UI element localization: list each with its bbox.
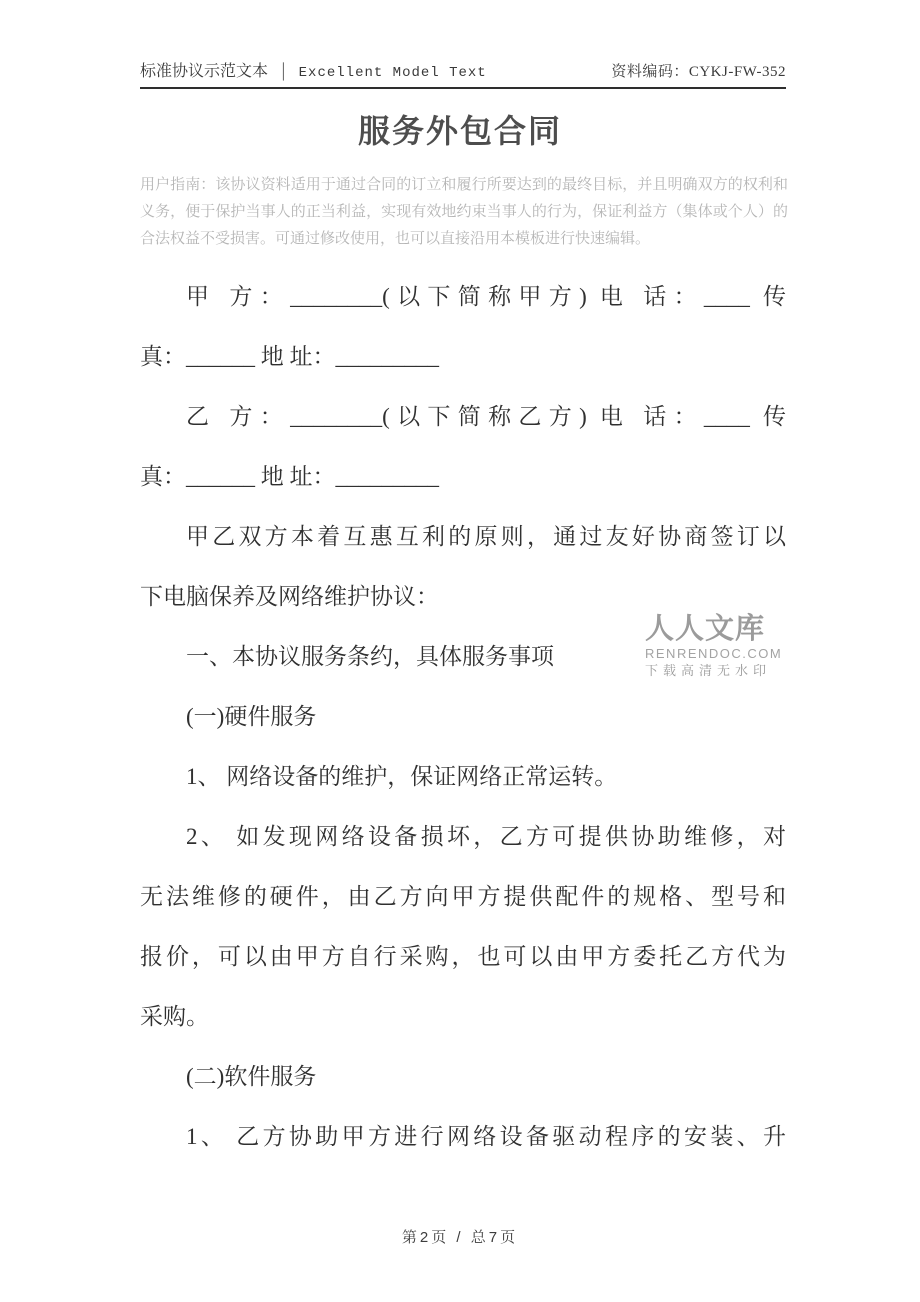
body-line-hw-item-2c: 报价，可以由甲方自行采购，也可以由甲方委托乙方代为 <box>140 944 786 969</box>
body-line-preamble-1: 甲乙双方本着互惠互利的原则，通过友好协商签订以 <box>186 524 786 549</box>
body-line-hw-item-2a: 2、 如发现网络设备损坏，乙方可提供协助维修，对 <box>186 824 786 849</box>
doc-type-en-label: Excellent Model Text <box>298 65 487 81</box>
body-line-preamble-2: 下电脑保养及网络维护协议： <box>140 584 439 609</box>
watermark-brand-logo: 人人文库 <box>645 613 766 645</box>
body-line-section-1: 一、本协议服务条约，具体服务事项 <box>186 644 554 669</box>
body-line-software-hd: (二)软件服务 <box>186 1064 317 1089</box>
header-separator: │ <box>278 64 289 80</box>
body-line-party-b-2: 真：______ 地 址：_________ <box>140 464 439 489</box>
contract-body <box>140 267 786 1167</box>
body-line-hw-item-2d: 采购。 <box>140 1004 209 1029</box>
header-doc-type <box>140 58 487 81</box>
doc-type-zh-label: 标准协议示范文本 <box>140 63 269 80</box>
body-line-hw-item-2b: 无法维修的硬件，由乙方向甲方提供配件的规格、型号和 <box>140 884 786 909</box>
body-line-hardware-hd: (一)硬件服务 <box>186 704 317 729</box>
body-line-party-a-2: 真：______ 地 址：_________ <box>140 344 439 369</box>
body-line-sw-item-1: 1、 乙方协助甲方进行网络设备驱动程序的安装、升 <box>186 1124 786 1149</box>
document-title: 服务外包合同 <box>357 113 562 149</box>
body-line-party-a: 甲 方：________(以下简称甲方) 电 话：____ 传 <box>186 284 786 309</box>
doc-code-label: 资料编码：CYKJ-FW-352 <box>611 64 786 80</box>
watermark-tagline: 下载高清无水印 <box>645 663 772 678</box>
page-header <box>140 58 786 89</box>
body-line-hw-item-1: 1、 网络设备的维护，保证网络正常运转。 <box>186 764 618 789</box>
user-guide-paragraph: 用户指南：该协议资料适用于通过合同的订立和履行所要达到的最终目标，并且明确双方的权利和义务，便于保护当事人的正当利益，实现有效地约束当事人的行为，保证利益方（集体或个人）的合法权益不受损害。可通过修改使用，也可以直接沿用本模板进行快速编辑。 <box>140 177 788 247</box>
watermark-domain: RENRENDOC.COM <box>645 646 783 661</box>
body-line-party-b: 乙 方：________(以下简称乙方) 电 话：____ 传 <box>186 404 786 429</box>
page-number-footer: 第2页 / 总7页 <box>401 1229 519 1246</box>
